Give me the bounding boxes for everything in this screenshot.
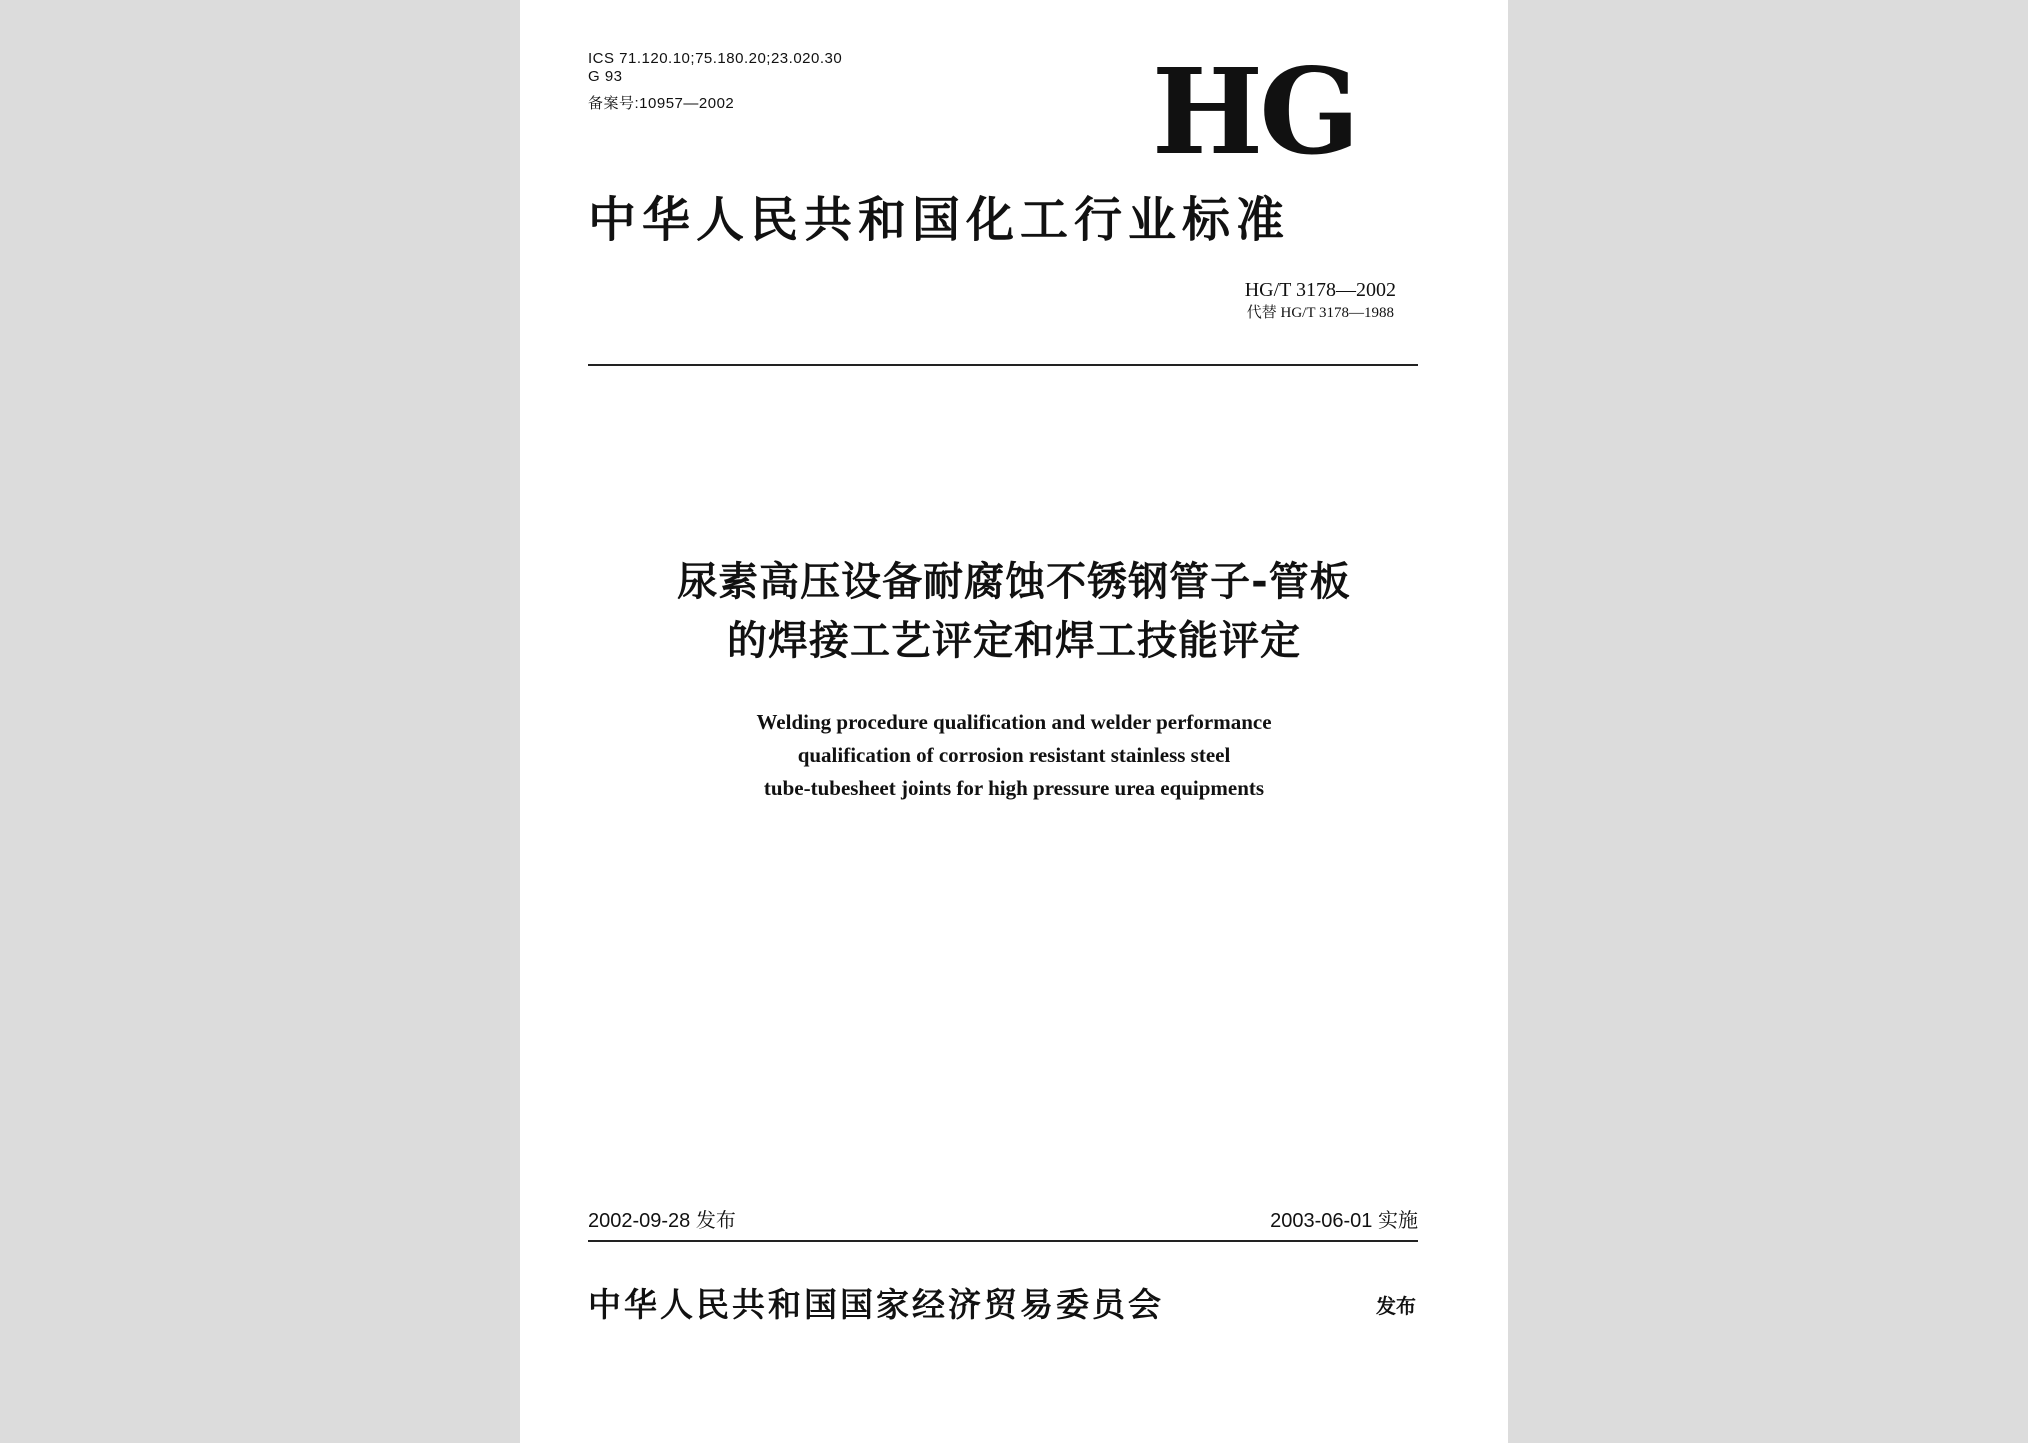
title-english-line-2: qualification of corrosion resistant stainless steel	[797, 743, 1231, 767]
record-number: 备案号:10957—2002	[588, 95, 735, 112]
publisher-name: 中华人民共和国国家经济贸易委员会	[588, 1285, 1164, 1324]
issue-date: 2002-09-28 发布	[588, 1210, 736, 1232]
top-divider	[588, 364, 1418, 366]
title-english-line-1: Welding procedure qualification and welder performance	[756, 710, 1272, 734]
ccs-code: G 93	[588, 68, 623, 85]
industry-standard-title: 中华人民共和国化工行业标准	[588, 192, 1291, 248]
standard-cover-page	[520, 0, 1508, 1443]
title-chinese-line-1: 尿素高压设备耐腐蚀不锈钢管子-管板	[677, 559, 1351, 605]
ics-code: ICS 71.120.10;75.180.20;23.020.30	[588, 50, 843, 67]
replaces-standard: 代替 HG/T 3178—1988	[1246, 305, 1394, 321]
hg-logo: HG	[1151, 42, 1356, 181]
standard-number: HG/T 3178—2002	[1244, 279, 1396, 301]
publish-label: 发布	[1376, 1294, 1416, 1318]
title-chinese-line-2: 的焊接工艺评定和焊工技能评定	[727, 618, 1301, 664]
bottom-divider	[588, 1240, 1418, 1242]
title-english-line-3: tube-tubesheet joints for high pressure urea equipments	[763, 776, 1265, 800]
implementation-date: 2003-06-01 实施	[1270, 1210, 1418, 1232]
